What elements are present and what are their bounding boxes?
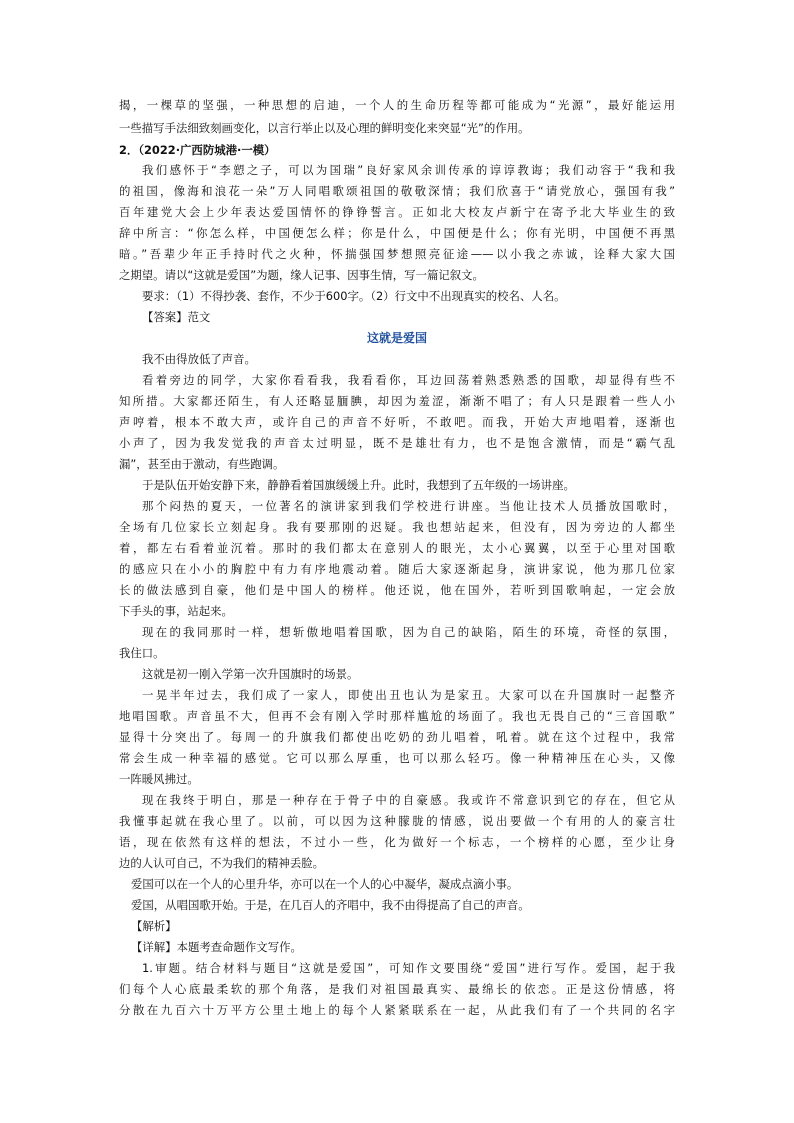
text-line: 分散在九百六十万平方公里土地上的每个人紧紧联系在一起，从此我们有了一个共同的名字	[119, 1003, 675, 1017]
question-heading: 2．（2022·广西防城港·一模）	[119, 143, 276, 157]
text-line: 显得十分突出了。每周一的升旗我们都使出吃奶的劲儿唱着，吼着。就在这个过程中，我常	[119, 730, 675, 744]
text-line: 看着旁边的同学，大家你看看我，我看看你，耳边回荡着熟悉熟悉的国歌，却显得有些不	[142, 373, 675, 387]
text-line: 爱国可以在一个人的心里升华，亦可以在一个人的心中凝华，凝成点滴小事。	[131, 877, 519, 891]
text-line: 的祖国，像海和浪花一朵”万人同唱歌颂祖国的敬敬深情；我们欣喜于“请党放心，强国有我”	[119, 184, 675, 198]
text-line: 现在我终于明白，那是一种存在于骨子中的自豪感。我或许不常意识到它的存在，但它从	[142, 793, 675, 807]
text-line: 揭，一棵草的坚强，一种思想的启迪，一个人的生命历程等都可能成为“光源”，最好能运用	[119, 98, 675, 112]
essay-title: 这就是爱国	[366, 331, 427, 345]
text-line: 爱国，从唱国歌开始。于是，在几百人的齐唱中，我不由得提高了自己的声音。	[131, 898, 530, 912]
text-line: 一些描写手法细致刻画变化，以言行举止以及心理的鲜明变化来突显“光”的作用。	[119, 121, 530, 135]
text-line: 暗。”吾辈少年正手持时代之火种，怀揣强国梦想照亮征途——以小我之赤诚，诠释大家大国	[119, 247, 675, 261]
detail-label: 【详解】本题考查命题作文写作。	[131, 940, 302, 954]
text-line: 一阵暖风拂过。	[119, 772, 199, 786]
text-line: 着，都左右看着並沉着。那时的我们都太在意别人的眼光，太小心翼翼，以至于心里对国歌	[119, 541, 675, 555]
text-line: 那个闷热的夏天，一位著名的演讲家到我们学校进行讲座。当他让技术人员播放国歌时，	[142, 499, 675, 513]
text-line: 边的人认可自己，不为我们的精神丢脸。	[119, 856, 325, 870]
text-line: 小声了，因为我发觉我的声音太过明显，既不是雄壮有力，也不是饱含激情，而是“霸气乱	[119, 436, 675, 450]
text-line: 一晃半年过去，我们成了一家人，即使出丑也认为是家丑。大家可以在升国旗时一起整齐	[142, 688, 675, 702]
text-line: 的感应只在小小的胸腔中有力有序地震动着。随后大家逐渐起身，演讲家说，他为那几位家	[119, 562, 675, 576]
text-line: 语，现在依然有这样的想法，不过小一些，化为做好一个标志，一个榜样的心愿，至少让身	[119, 835, 675, 849]
text-line: 1.审题。结合材料与题目“这就是爱国”，可知作文要围绕“爱国”进行写作。爱国，起于我	[142, 961, 675, 975]
text-line: 这就是初一刚入学第一次升国旗时的场景。	[142, 667, 359, 681]
text-line: 漏”，甚至由于激动，有些跑调。	[119, 457, 285, 471]
text-line: 们每个人心底最柔软的那个角落，是我们对祖国最真实、最绵长的依恋。正是这份情感，将	[119, 982, 675, 996]
text-line: 现在的我同那时一样，想斩傲地唱着国歌，因为自己的缺陷，陌生的环境，奇怪的氛围，	[142, 625, 675, 639]
text-line: 之期望。请以“这就是爱国”为题，缘人记事、因事生情，写一篇记叙文。	[119, 268, 484, 282]
text-line: 辞中所言：“你怎么样，中国便怎么样；你是什么，中国便是什么；你有光明，中国便不再黑	[119, 226, 675, 240]
text-line: 常会生成一种幸福的感觉。它可以那么厚重，也可以那么轻巧。像一种精神压在心头，又像	[119, 751, 675, 765]
text-line: 全场有几位家长立刻起身。我有要那刚的迟疑。我也想站起来，但没有，因为旁边的人都坐	[119, 520, 675, 534]
requirements-line: 要求：（1）不得抄袭、套作，不少于600字。（2）行文中不出现真实的校名、人名。	[142, 289, 566, 303]
answer-label: 【答案】范文	[142, 310, 211, 324]
text-line: 百年建党大会上少年表达爱国情怀的铮铮誓言。正如北大校友卢新宁在寄予北大毕业生的致	[119, 205, 675, 219]
analysis-label: 【解析】	[131, 919, 177, 933]
text-line: 长的做法感到自豪，他们是中国人的榜样。他还说，他在国外，若听到国歌响起，一定会放	[119, 583, 675, 597]
text-line: 于是队伍开始安静下来，静静看着国旗缓缓上升。此时，我想到了五年级的一场讲座。	[142, 478, 575, 492]
text-line: 我懂事起就在我心里了。以前，可以因为这种朦胧的情感，说出要做一个有用的人的豪言壮	[119, 814, 675, 828]
text-line: 下手头的事，站起来。	[119, 604, 233, 618]
text-line: 我不由得放低了声音。	[142, 352, 256, 366]
text-line: 我们感怀于“李愬之子，可以为国瑞”良好家风余训传承的谆谆教诲；我们动容于“我和我	[142, 163, 675, 177]
text-line: 地唱国歌。声音虽不大，但再不会有刚入学时那样尴尬的场面了。我也无畏自己的“三音国歌”	[119, 709, 675, 723]
text-line: 我住口。	[119, 646, 165, 660]
text-line: 知所措。大家都还陌生，有人还略显腼腆，却因为羞涩，渐渐不唱了；有人只是跟着一些人小	[119, 394, 675, 408]
text-line: 声哼着，根本不敢大声，或许自己的声音不好听，不敢吧。而我，开始大声地唱着，逐渐也	[119, 415, 675, 429]
